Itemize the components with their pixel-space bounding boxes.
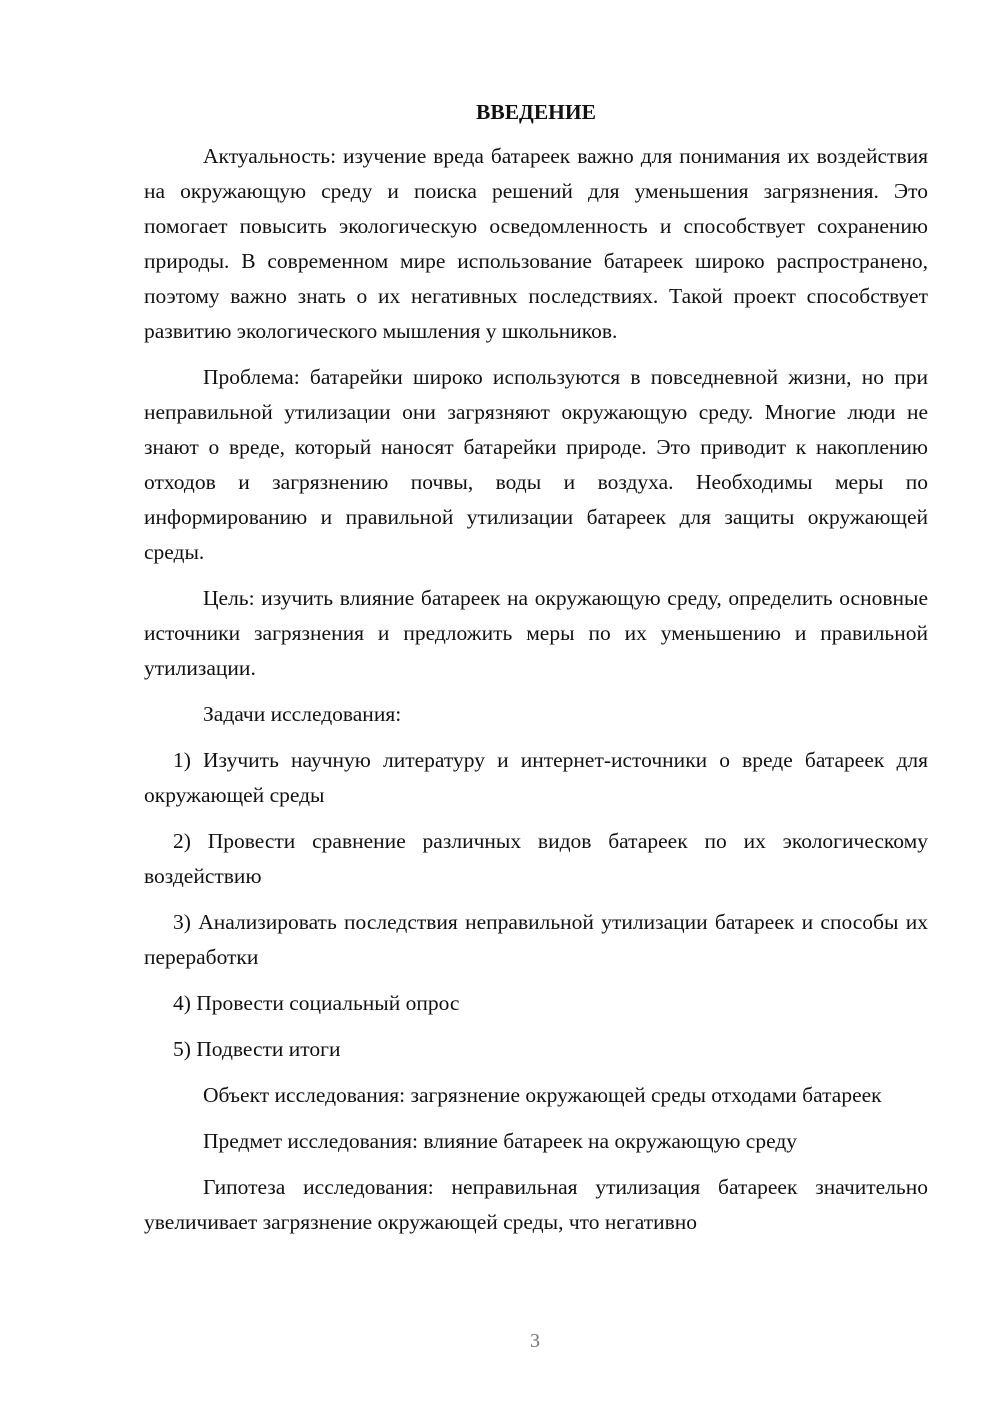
paragraph-object: Объект исследования: загрязнение окружающей среды отходами батареек [203,1083,882,1107]
paragraph-problem: Проблема: батарейки широко используются в повседневной жизни, но при неправильной утилизации они загрязняют окружающую среду. Многие люди не знают о вреде, который наносят батарейки природе. Это приводит к накоплению отходов и загрязнению почвы, воды и воздуха. Необходимы меры по информированию и правильной утилизации батареек для защиты окружающей среды. [144,365,928,564]
task-item-5: 5) Подвести итоги [173,1037,341,1061]
task-item-4: 4) Провести социальный опрос [173,991,460,1015]
section-heading: ВВЕДЕНИЕ [476,100,596,124]
page-number: 3 [530,1330,540,1352]
task-item-3: 3) Анализировать последствия неправильной утилизации батареек и способы их переработки [144,910,928,969]
paragraph-hypothesis: Гипотеза исследования: неправильная утилизация батареек значительно увеличивает загрязнение окружающей среды, что негативно [144,1175,928,1234]
paragraph-goal: Цель: изучить влияние батареек на окружающую среду, определить основные источники загрязнения и предложить меры по их уменьшению и правильной утилизации. [144,586,928,680]
paragraph-tasks-intro: Задачи исследования: [203,702,402,726]
task-item-1: 1) Изучить научную литературу и интернет-источники о вреде батареек для окружающей среды [144,748,928,807]
document-page [144,95,928,1251]
task-item-2: 2) Провести сравнение различных видов батареек по их экологическому воздействию [144,829,928,888]
task-list [144,743,928,1067]
paragraph-subject: Предмет исследования: влияние батареек на окружающую среду [203,1129,798,1153]
paragraph-relevance: Актуальность: изучение вреда батареек важно для понимания их воздействия на окружающую среду и поиска решений для уменьшения загрязнения. Это помогает повысить экологическую осведомленность и способствует сохранению природы. В современном мире использование батареек широко распространено, поэтому важно знать о их негативных последствиях. Такой проект способствует развитию экологического мышления у школьников. [144,144,928,343]
